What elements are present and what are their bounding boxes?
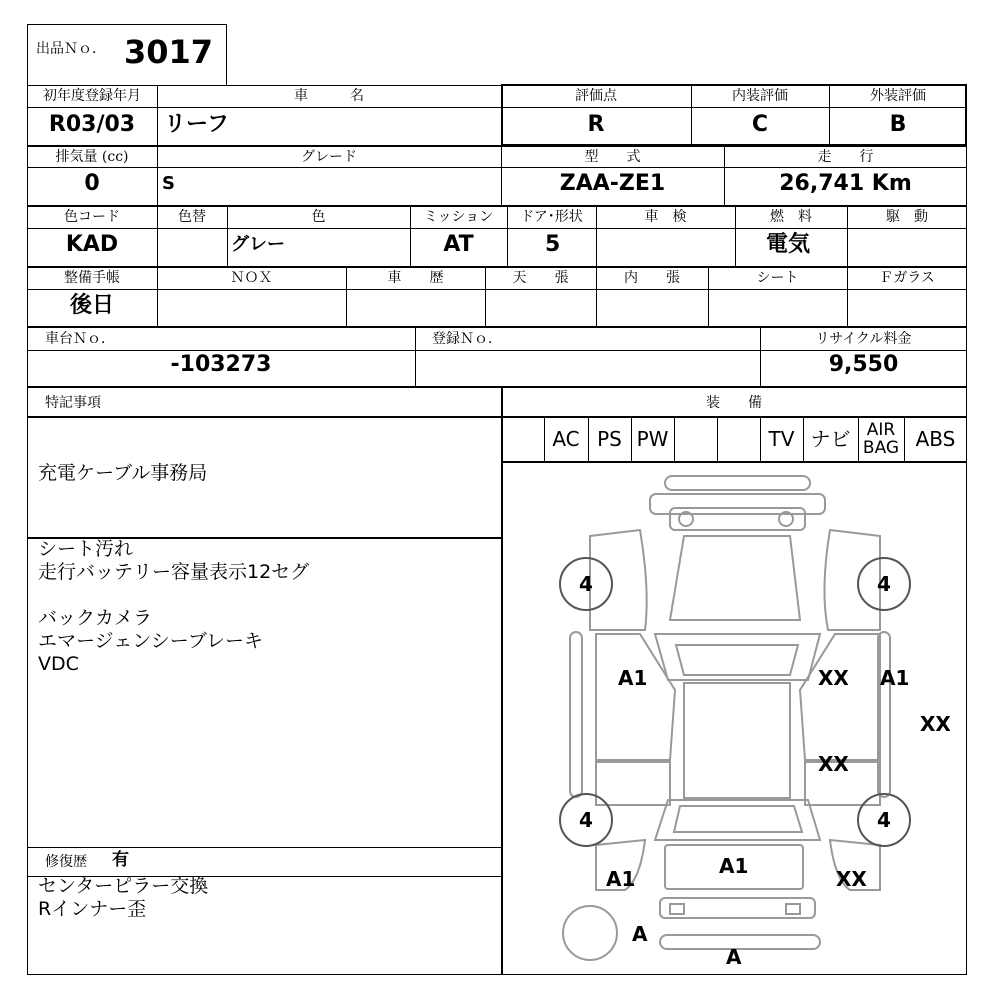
divider	[501, 386, 503, 975]
car-name-label: 車 名	[294, 88, 364, 104]
divider	[27, 167, 967, 168]
equipment-item: AIR BAG	[862, 419, 900, 458]
note-block-1: 充電ケーブル事務局	[38, 462, 208, 484]
interior-label: 内装評価	[732, 88, 788, 104]
nox-label: ＮＯＸ	[230, 270, 273, 286]
equipment-item	[674, 416, 717, 461]
divider	[674, 416, 675, 461]
fuel-value: 電気	[766, 232, 811, 257]
mileage-label: 走 行	[817, 149, 874, 165]
color-code-label: 色コード	[64, 209, 120, 225]
divider	[27, 326, 967, 328]
equipment-item	[717, 416, 760, 461]
divider	[501, 461, 967, 463]
damage-spare-area: A	[632, 922, 648, 946]
score-value: R	[587, 112, 605, 137]
manual-value: 後日	[69, 293, 114, 318]
damage-front-door-left: A1	[618, 666, 648, 690]
grade-value: S	[162, 173, 175, 194]
equipment-label: 装 備	[706, 395, 762, 411]
displacement-label: 排気量 (cc)	[55, 149, 129, 165]
divider	[27, 350, 967, 351]
sunroof-label: 天 張	[512, 270, 569, 286]
tire-front-right-value: 4	[877, 572, 891, 596]
divider	[544, 416, 545, 461]
exterior-label: 外装評価	[870, 88, 926, 104]
door-label: ドア･形状	[520, 209, 583, 225]
mission-value: AT	[443, 232, 474, 257]
recycle-label: リサイクル料金	[815, 331, 912, 347]
divider	[27, 266, 967, 268]
divider	[760, 416, 761, 461]
note-block-2: シート汚れ 走行バッテリー容量表示12セグ バックカメラ エマージェンシーブレーキ VDC	[38, 538, 310, 675]
manual-label: 整備手帳	[64, 270, 120, 286]
divider	[27, 847, 501, 848]
divider	[717, 416, 718, 461]
interior-cover-label: 内 張	[624, 270, 680, 286]
interior-value: C	[751, 112, 769, 137]
damage-rear-door-right: XX	[818, 752, 849, 776]
tire-rear-right-value: 4	[877, 808, 891, 832]
score-label: 評価点	[575, 88, 617, 104]
equipment-item: ナビ	[810, 426, 851, 451]
damage-front-door-right: XX	[818, 666, 849, 690]
tire-rear-left-value: 4	[579, 808, 593, 832]
damage-rear-fender-right: XX	[836, 867, 867, 891]
seat-label: シート	[756, 270, 799, 286]
divider	[858, 416, 859, 461]
equipment-item: PS	[597, 426, 622, 451]
grade-label: グレード	[301, 149, 357, 165]
notes-label: 特記事項	[45, 395, 101, 411]
damage-rear-fender-left: A1	[606, 867, 636, 891]
damage-right-pillar: XX	[920, 712, 951, 736]
recycle-value: 9,550	[828, 352, 899, 377]
divider	[27, 289, 967, 290]
repair-value: 有	[112, 850, 129, 870]
color-code-value: KAD	[65, 232, 119, 257]
tire-front-left-value: 4	[579, 572, 593, 596]
displacement-value: 0	[84, 171, 100, 196]
note-block-3: センターピラー交換 Rインナー歪	[38, 875, 209, 920]
damage-trunk: A1	[719, 854, 749, 878]
divider	[27, 205, 967, 207]
damage-skirt-right: A1	[880, 666, 910, 690]
mission-label: ミッション	[423, 209, 494, 225]
divider	[803, 416, 804, 461]
repair-label: 修復歴	[45, 854, 87, 870]
divider	[631, 416, 632, 461]
color-value: グレー	[231, 234, 285, 255]
divider	[588, 416, 589, 461]
fglass-label: Ｆガラス	[879, 270, 935, 286]
divider	[27, 386, 967, 388]
damage-rear-bumper: A	[726, 945, 742, 969]
drive-label: 駆 動	[886, 209, 928, 225]
equipment-item: TV	[768, 426, 795, 451]
fuel-label: 燃 料	[770, 209, 812, 225]
equipment-item: AC	[552, 426, 580, 451]
divider	[904, 416, 905, 461]
model-value: ZAA-ZE1	[559, 171, 666, 196]
regno-label: 登録Ｎｏ．	[432, 331, 502, 347]
lot-number-label: 出品Ｎｏ．	[36, 41, 106, 57]
divider	[27, 228, 967, 229]
divider	[415, 326, 416, 386]
history-label: 車 歴	[387, 270, 444, 286]
equipment-item: PW	[636, 426, 669, 451]
chassis-label: 車台Ｎｏ．	[45, 331, 115, 347]
equipment-item: ABS	[915, 426, 956, 451]
first-reg-value: R03/03	[48, 112, 136, 137]
equipment-item	[501, 416, 544, 461]
model-label: 型 式	[584, 149, 641, 165]
car-name-value: リーフ	[164, 112, 229, 137]
chassis-value: -103273	[170, 352, 272, 377]
mileage-value: 26,741 Km	[779, 171, 912, 196]
inspection-label: 車 検	[644, 209, 687, 225]
door-value: 5	[545, 232, 561, 257]
repaint-label: 色替	[178, 209, 206, 225]
lot-number: 3017	[124, 33, 214, 71]
first-reg-label: 初年度登録年月	[43, 88, 141, 104]
color-label: 色	[311, 209, 326, 225]
exterior-value: B	[889, 112, 907, 137]
